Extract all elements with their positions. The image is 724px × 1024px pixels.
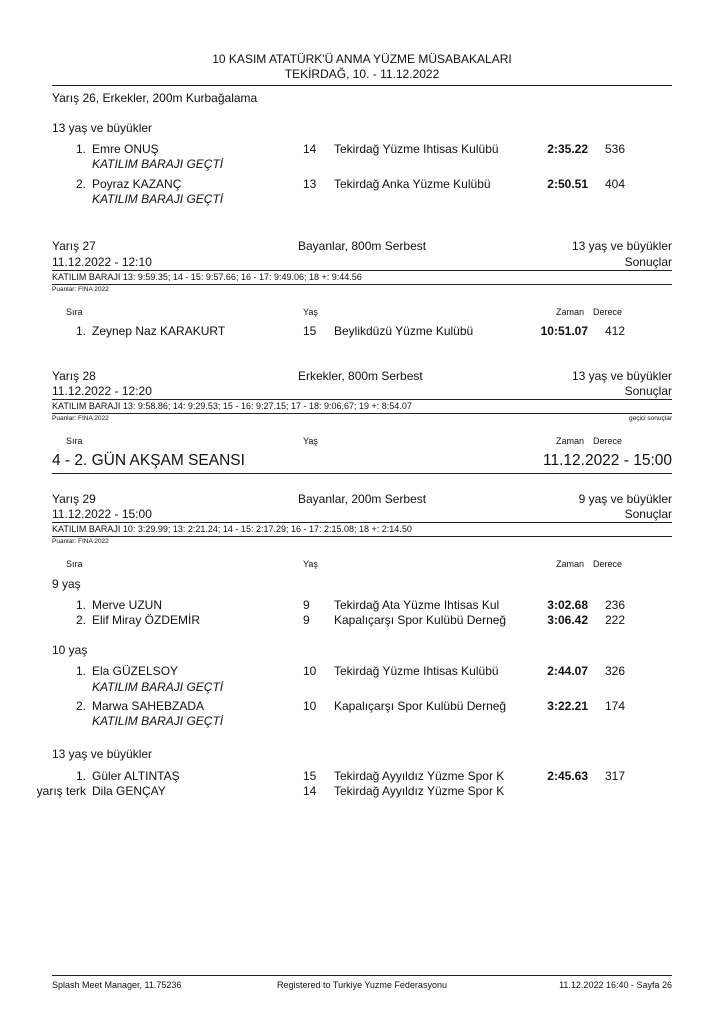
column-points-header: Derece <box>593 559 623 569</box>
result-rank: yarış terk <box>36 784 86 798</box>
qualification-times: KATILIM BARAJI 10: 3:29.99; 13: 2:21.24; 14 - 15: 2:17.29; 16 - 17: 2:15.08; 18 +: 2:14.50 <box>52 524 412 534</box>
swimmer-age: 15 <box>303 324 317 338</box>
swim-time: 2:50.51 <box>547 177 588 191</box>
points-note: Puanlar: FINA 2022 <box>52 286 109 293</box>
provisional-results-note: geçici sonuçlar <box>629 415 672 422</box>
swimmer-name: Elif Miray ÖZDEMİR <box>92 613 200 627</box>
race-26-title: Yarış 26, Erkekler, 200m Kurbağalama <box>52 91 258 105</box>
race-number: Yarış 29 <box>52 492 96 506</box>
points-note: Puanlar: FINA 2022 <box>52 415 109 422</box>
session-divider <box>52 473 672 474</box>
swim-time: 3:02.68 <box>547 598 588 612</box>
fina-points: 174 <box>605 699 626 713</box>
swimmer-age: 9 <box>303 613 310 627</box>
club-name: Tekirdağ Ayyıldız Yüzme Spor K <box>334 769 505 783</box>
swim-time: 10:51.07 <box>540 324 588 338</box>
swimmer-name: Dila GENÇAY <box>92 784 166 798</box>
race-datetime: 11.12.2022 - 15:00 <box>52 507 152 521</box>
race-status: Sonuçlar <box>624 507 672 521</box>
club-name: Kapalıçarşı Spor Kulübü Derneğ <box>334 613 507 627</box>
column-time-header: Zaman <box>556 559 585 569</box>
swim-time: 3:22.21 <box>547 699 588 713</box>
footer-page-info: 11.12.2022 16:40 - Sayfa 26 <box>559 980 672 990</box>
result-rank: 2. <box>75 699 86 713</box>
result-rank: 1. <box>75 598 86 612</box>
swimmer-name: Marwa SAHEBZADA <box>92 699 205 713</box>
race-divider <box>52 522 672 523</box>
club-name: Beylikdüzü Yüzme Kulübü <box>334 324 474 338</box>
swimmer-age: 14 <box>303 784 317 798</box>
qualification-times: KATILIM BARAJI 13: 9:58.86; 14: 9:29.53; 15 - 16: 9:27.15; 17 - 18: 9:06.67; 19 +: 8:54.07 <box>52 401 412 411</box>
swimmer-age: 13 <box>303 177 317 191</box>
result-rank: 1. <box>75 324 86 338</box>
swimmer-age: 15 <box>303 769 317 783</box>
column-time-header: Zaman <box>556 307 585 317</box>
fina-points: 326 <box>605 664 626 678</box>
fina-points: 404 <box>605 177 626 191</box>
footer-registration: Registered to Turkiye Yuzme Federasyonu <box>277 980 447 990</box>
column-rank-header: Sıra <box>66 436 83 446</box>
race-divider <box>52 536 672 537</box>
session-datetime: 11.12.2022 - 15:00 <box>543 452 672 469</box>
swimmer-name: Poyraz KAZANÇ <box>92 177 182 191</box>
column-rank-header: Sıra <box>66 307 83 317</box>
club-name: Tekirdağ Yüzme Ihtisas Kulübü <box>334 142 499 156</box>
swimmer-name: Ela GÜZELSOY <box>92 664 179 678</box>
column-age-header: Yaş <box>303 307 318 317</box>
race-event: Erkekler, 800m Serbest <box>298 369 423 383</box>
club-name: Tekirdağ Ayyıldız Yüzme Spor K <box>334 784 505 798</box>
swimmer-age: 10 <box>303 699 317 713</box>
age-group-heading: 13 yaş ve büyükler <box>52 747 153 761</box>
swimmer-name: Emre ONUŞ <box>92 142 159 156</box>
fina-points: 412 <box>605 324 626 338</box>
club-name: Tekirdağ Ata Yüzme Ihtisas Kul <box>334 598 500 612</box>
club-name: Tekirdağ Yüzme Ihtisas Kulübü <box>334 664 499 678</box>
race-number: Yarış 28 <box>52 369 96 383</box>
swimmer-name: Zeynep Naz KARAKURT <box>92 324 226 338</box>
qualification-times: KATILIM BARAJI 13: 9:59.35; 14 - 15: 9:57.66; 16 - 17: 9:49.06; 18 +: 9:44.56 <box>52 272 362 282</box>
footer-divider <box>52 975 672 976</box>
club-name: Tekirdağ Anka Yüzme Kulübü <box>334 177 491 191</box>
header-divider <box>52 85 672 86</box>
result-rank: 2. <box>75 613 86 627</box>
swimmer-name: Güler ALTINTAŞ <box>92 769 180 783</box>
race-divider <box>52 413 672 414</box>
column-age-header: Yaş <box>303 559 318 569</box>
swim-time: 3:06.42 <box>547 613 588 627</box>
swimmer-age: 10 <box>303 664 317 678</box>
race-status: Sonuçlar <box>624 255 672 269</box>
fina-points: 222 <box>605 613 626 627</box>
swimmer-name: Merve UZUN <box>92 598 163 612</box>
swimmer-age: 9 <box>303 598 310 612</box>
race-divider <box>52 399 672 400</box>
age-group-heading: 9 yaş <box>52 577 81 591</box>
race-number: Yarış 27 <box>52 239 96 253</box>
fina-points: 536 <box>605 142 626 156</box>
qualification-note: KATILIM BARAJI GEÇTİ <box>92 714 224 728</box>
result-rank: 1. <box>75 142 86 156</box>
race-26-age-group: 13 yaş ve büyükler <box>52 121 153 135</box>
race-status: Sonuçlar <box>624 384 672 398</box>
swim-time: 2:45.63 <box>547 769 588 783</box>
race-category: 13 yaş ve büyükler <box>571 369 672 383</box>
result-rank: 2. <box>75 177 86 191</box>
club-name: Kapalıçarşı Spor Kulübü Derneğ <box>334 699 507 713</box>
document-title: 10 KASIM ATATÜRK'Ü ANMA YÜZME MÜSABAKALARI <box>212 52 512 66</box>
fina-points: 236 <box>605 598 626 612</box>
swimmer-age: 14 <box>303 142 317 156</box>
race-category: 13 yaş ve büyükler <box>571 239 672 253</box>
column-time-header: Zaman <box>556 436 585 446</box>
document-subtitle: TEKİRDAĞ, 10. - 11.12.2022 <box>284 67 440 81</box>
column-rank-header: Sıra <box>66 559 83 569</box>
column-age-header: Yaş <box>303 436 318 446</box>
race-category: 9 yaş ve büyükler <box>578 492 672 506</box>
swim-time: 2:44.07 <box>547 664 588 678</box>
qualification-note: KATILIM BARAJI GEÇTİ <box>92 192 224 206</box>
swim-time: 2:35.22 <box>547 142 588 156</box>
column-points-header: Derece <box>593 307 623 317</box>
race-datetime: 11.12.2022 - 12:10 <box>52 255 152 269</box>
fina-points: 317 <box>605 769 626 783</box>
age-group-heading: 10 yaş <box>52 643 88 657</box>
footer-software: Splash Meet Manager, 11.75236 <box>52 980 182 990</box>
session-title: 4 - 2. GÜN AKŞAM SEANSI <box>52 452 245 469</box>
qualification-note: KATILIM BARAJI GEÇTİ <box>92 157 224 171</box>
race-divider <box>52 284 672 285</box>
points-note: Puanlar: FINA 2022 <box>52 538 109 545</box>
race-event: Bayanlar, 800m Serbest <box>298 239 427 253</box>
race-divider <box>52 270 672 271</box>
column-points-header: Derece <box>593 436 623 446</box>
race-event: Bayanlar, 200m Serbest <box>298 492 427 506</box>
result-rank: 1. <box>75 664 86 678</box>
result-rank: 1. <box>75 769 86 783</box>
race-datetime: 11.12.2022 - 12:20 <box>52 384 152 398</box>
qualification-note: KATILIM BARAJI GEÇTİ <box>92 680 224 694</box>
